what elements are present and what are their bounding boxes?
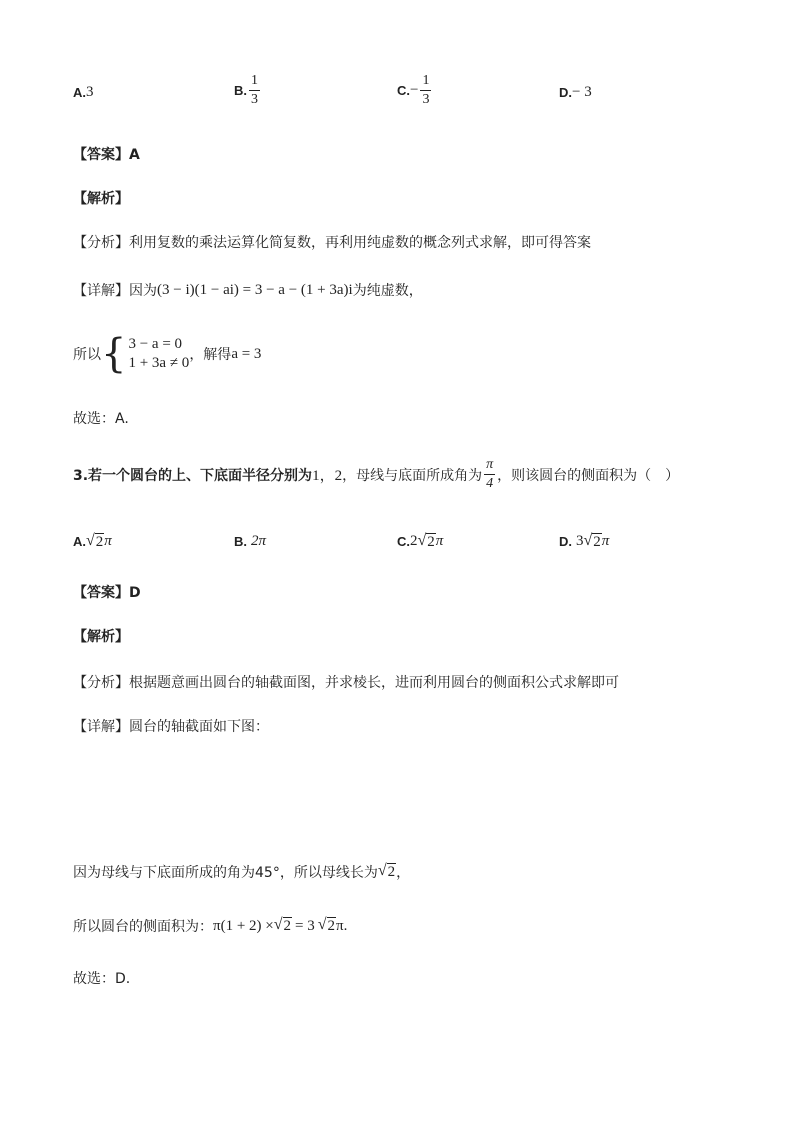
q3-because — [73, 862, 410, 882]
answer-text: 【答案】D — [73, 585, 141, 601]
pi-symbol: π — [336, 917, 344, 934]
q3-answer — [73, 582, 141, 602]
option-a-label: A. — [73, 534, 86, 550]
option-a-value: 3 — [86, 84, 94, 100]
coefficient: 3 — [576, 533, 584, 550]
question-text-mid: ，母线与底面所成角为 — [342, 467, 483, 484]
angle-fraction — [484, 458, 495, 491]
q3-analysis — [73, 626, 129, 646]
area-expression: π(1 + 2) × — [213, 917, 274, 934]
fenxi-text: 【分析】利用复数的乘法运算化简复数，再利用纯虚数的概念列式求解，即可得答案 — [73, 235, 591, 251]
option-c-label: C. — [397, 83, 410, 98]
option-b-label: B. — [234, 534, 247, 549]
option-d-label: D. — [559, 85, 572, 100]
solve-expression: a = 3 — [231, 345, 262, 362]
equation-system — [101, 331, 190, 377]
q3-choose — [73, 968, 130, 988]
area-text: 所以圆台的侧面积为： — [73, 919, 213, 935]
option-c-sign: − — [410, 82, 419, 98]
fenxi-text: 【分析】根据题意画出圆台的轴截面图，并求棱长，进而利用圆台的侧面积公式求解即可 — [73, 675, 619, 691]
sqrt: √ 2 — [86, 532, 104, 550]
question-text-pre: 3.若一个圆台的上、下底面半径分别为 — [73, 467, 313, 484]
detail-expression: (3 − i)(1 − ai) = 3 − a − (1 + 3a)i — [157, 281, 353, 298]
option-d — [559, 84, 592, 101]
q2-fenxi — [73, 232, 591, 252]
analysis-heading: 【解析】 — [73, 629, 129, 645]
detail-label: 【详解】因为 — [73, 283, 157, 299]
option-c-label: C. — [397, 534, 410, 550]
detail-text: 【详解】圆台的轴截面如下图： — [73, 719, 269, 735]
area-equals: = 3 — [295, 917, 315, 934]
option-b-label: B. — [234, 83, 247, 98]
q3-area: 所以圆台的侧面积为： π(1 + 2) × √ 2 = 3 √ 2 π . — [73, 916, 348, 935]
option-c — [397, 74, 433, 107]
detail-tail: 为纯虚数， — [352, 283, 423, 299]
q3-fenxi — [73, 672, 619, 692]
q2-choose — [73, 408, 129, 428]
q3-detail — [73, 716, 269, 736]
fraction-denominator: 3 — [422, 92, 430, 107]
question-radii: 1，2 — [312, 468, 343, 484]
fraction-numerator: 1 — [420, 74, 431, 91]
option-b-fraction — [249, 74, 260, 107]
option-a — [73, 84, 94, 101]
q3-option-b — [234, 533, 266, 550]
figure-placeholder — [73, 745, 713, 845]
option-d-value: − 3 — [572, 84, 592, 100]
question-text-post: ，则该圆台的侧面积为（ ） — [497, 467, 680, 484]
option-b — [234, 74, 262, 107]
choose-text: 故选：D. — [73, 971, 131, 987]
brace-icon: { — [101, 331, 127, 377]
q3-option-c — [397, 533, 443, 551]
choose-text: 故选：A. — [73, 411, 129, 427]
sqrt: √ 2 — [583, 532, 601, 550]
fraction-numerator: 1 — [249, 74, 260, 91]
pi-symbol: π — [601, 533, 610, 550]
option-a-label: A. — [73, 85, 86, 100]
pi-symbol: π — [104, 533, 112, 550]
sqrt: √ 2 — [273, 916, 292, 935]
fraction-denominator: 3 — [251, 92, 258, 107]
because-tail: ， — [396, 865, 411, 881]
answer-text: 【答案】A — [73, 147, 140, 163]
so-label: 所以 — [73, 347, 101, 363]
sqrt: √ 2 — [377, 862, 396, 881]
option-b-value: 2π — [251, 533, 267, 549]
analysis-heading: 【解析】 — [73, 191, 129, 207]
pi-symbol: π — [435, 533, 444, 550]
option-c-fraction — [420, 74, 431, 107]
coefficient: 2 — [410, 533, 418, 550]
q3-option-a — [73, 533, 112, 551]
option-d-label: D. — [559, 534, 572, 550]
equation-2: 1 + 3a ≠ 0 — [128, 355, 190, 371]
fraction-denominator: 4 — [486, 476, 494, 491]
q2-analysis — [73, 188, 129, 208]
equation-1: 3 − a = 0 — [128, 336, 183, 352]
q2-answer — [73, 144, 140, 164]
sqrt: √ 2 — [417, 532, 435, 550]
sqrt: √ 2 — [317, 916, 336, 935]
q2-system — [73, 331, 262, 377]
q2-detail — [73, 280, 423, 300]
fraction-numerator: π — [484, 458, 495, 475]
q3-question — [73, 458, 679, 491]
solve-text: ，解得 — [189, 347, 232, 363]
q3-option-d — [559, 533, 609, 551]
because-text: 因为母线与下底面所成的角为45°，所以母线长为 — [73, 865, 378, 881]
